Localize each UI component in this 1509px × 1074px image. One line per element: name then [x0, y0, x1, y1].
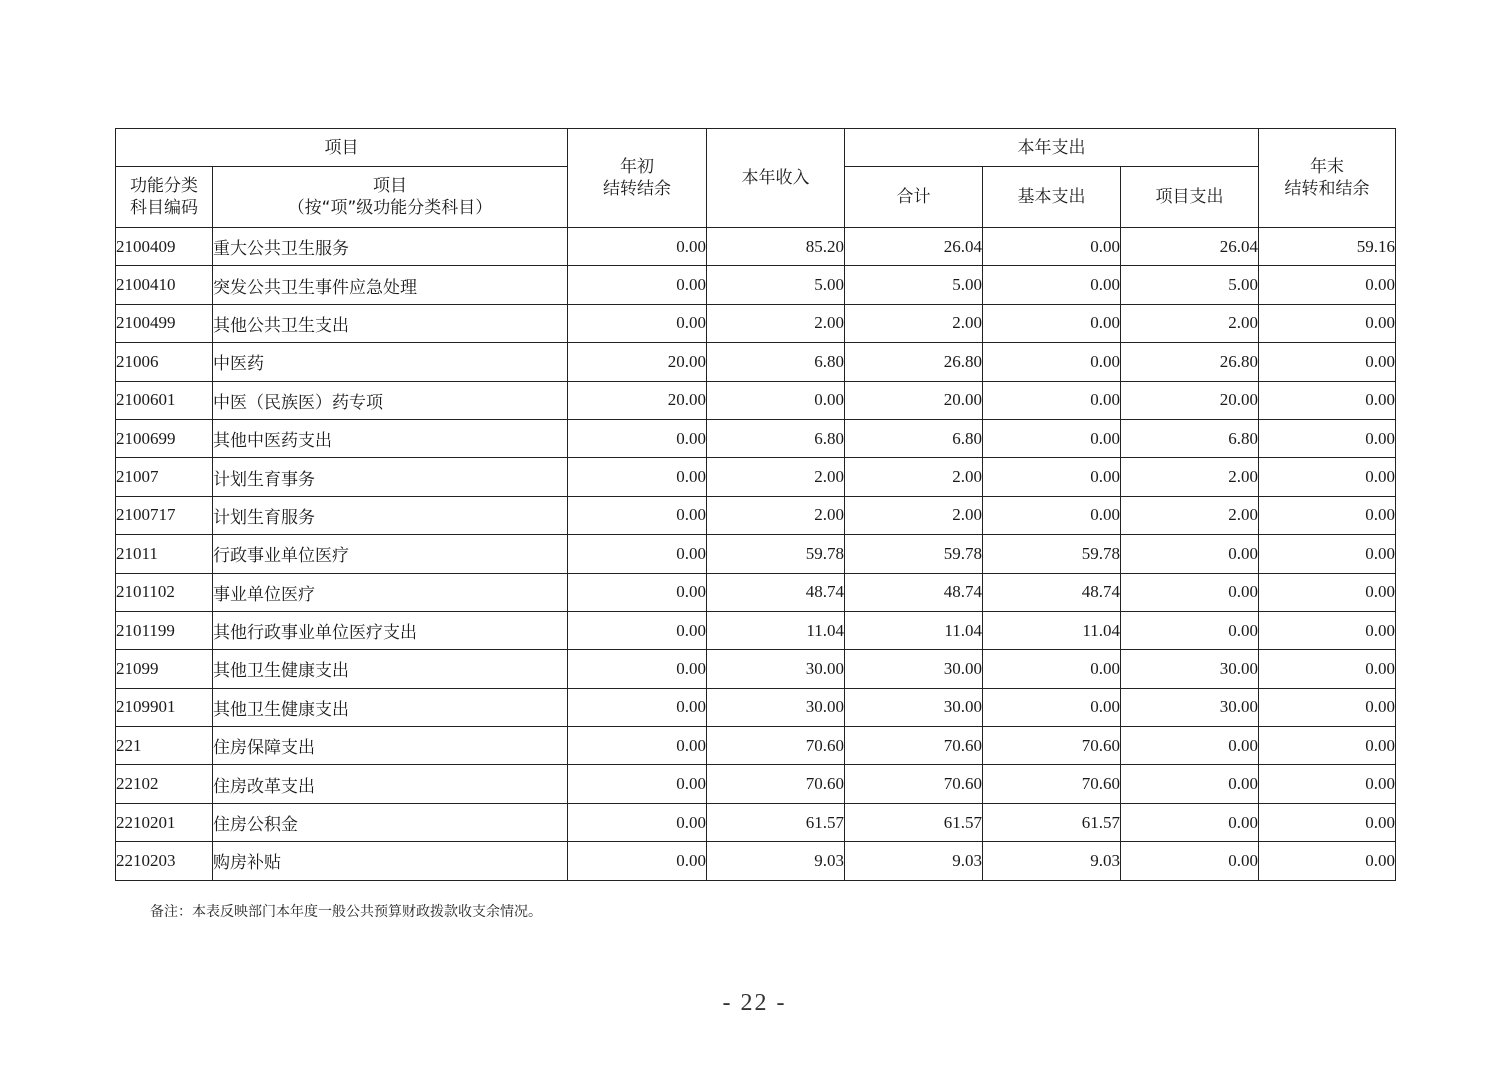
cell-income: 30.00 [707, 688, 845, 726]
budget-table [115, 128, 1396, 881]
cell-expense-total: 26.80 [845, 343, 983, 381]
table-row [116, 842, 1396, 880]
cell-income: 6.80 [707, 419, 845, 457]
cell-income: 48.74 [707, 573, 845, 611]
cell-opening-balance: 0.00 [568, 496, 707, 534]
cell-expense-total: 30.00 [845, 650, 983, 688]
cell-opening-balance: 0.00 [568, 419, 707, 457]
cell-income: 30.00 [707, 650, 845, 688]
cell-income: 2.00 [707, 496, 845, 534]
header-code-line2: 科目编码 [130, 198, 198, 218]
header-closing-balance-line1: 年末 [1310, 157, 1344, 177]
cell-income: 2.00 [707, 304, 845, 342]
cell-income: 5.00 [707, 266, 845, 304]
cell-expense-total: 26.04 [845, 228, 983, 266]
cell-closing-balance: 0.00 [1259, 611, 1396, 649]
cell-income: 59.78 [707, 535, 845, 573]
cell-name: 中医药 [213, 343, 568, 381]
cell-opening-balance: 0.00 [568, 842, 707, 880]
cell-closing-balance: 0.00 [1259, 727, 1396, 765]
cell-expense-total: 6.80 [845, 419, 983, 457]
cell-income: 70.60 [707, 727, 845, 765]
cell-expense-basic: 0.00 [983, 304, 1121, 342]
cell-code: 22102 [116, 765, 213, 803]
cell-expense-project: 26.80 [1121, 343, 1259, 381]
cell-opening-balance: 0.00 [568, 650, 707, 688]
cell-closing-balance: 0.00 [1259, 765, 1396, 803]
cell-code: 2100699 [116, 419, 213, 457]
cell-closing-balance: 0.00 [1259, 304, 1396, 342]
cell-expense-basic: 0.00 [983, 343, 1121, 381]
cell-expense-total: 61.57 [845, 803, 983, 841]
cell-code: 2210203 [116, 842, 213, 880]
cell-opening-balance: 0.00 [568, 573, 707, 611]
cell-code: 2210201 [116, 803, 213, 841]
cell-opening-balance: 20.00 [568, 381, 707, 419]
cell-expense-project: 2.00 [1121, 304, 1259, 342]
cell-opening-balance: 0.00 [568, 765, 707, 803]
cell-expense-total: 70.60 [845, 765, 983, 803]
cell-expense-total: 5.00 [845, 266, 983, 304]
cell-opening-balance: 20.00 [568, 343, 707, 381]
cell-expense-total: 30.00 [845, 688, 983, 726]
cell-opening-balance: 0.00 [568, 727, 707, 765]
header-opening-balance-line2: 结转结余 [603, 179, 671, 199]
cell-name: 重大公共卫生服务 [213, 228, 568, 266]
cell-opening-balance: 0.00 [568, 228, 707, 266]
cell-expense-project: 0.00 [1121, 611, 1259, 649]
cell-closing-balance: 0.00 [1259, 343, 1396, 381]
header-expense-project: 项目支出 [1121, 167, 1259, 228]
cell-expense-total: 20.00 [845, 381, 983, 419]
cell-income: 70.60 [707, 765, 845, 803]
cell-code: 2101199 [116, 611, 213, 649]
header-expense-basic: 基本支出 [983, 167, 1121, 228]
cell-expense-total: 59.78 [845, 535, 983, 573]
cell-expense-total: 48.74 [845, 573, 983, 611]
cell-expense-project: 2.00 [1121, 458, 1259, 496]
cell-expense-project: 30.00 [1121, 688, 1259, 726]
cell-name: 其他中医药支出 [213, 419, 568, 457]
cell-name: 其他卫生健康支出 [213, 650, 568, 688]
cell-code: 221 [116, 727, 213, 765]
table-row [116, 573, 1396, 611]
cell-code: 2109901 [116, 688, 213, 726]
cell-name: 计划生育服务 [213, 496, 568, 534]
cell-opening-balance: 0.00 [568, 611, 707, 649]
cell-name: 住房保障支出 [213, 727, 568, 765]
table-row [116, 803, 1396, 841]
table-row [116, 650, 1396, 688]
cell-expense-total: 9.03 [845, 842, 983, 880]
cell-expense-basic: 70.60 [983, 727, 1121, 765]
cell-closing-balance: 0.00 [1259, 419, 1396, 457]
cell-expense-basic: 0.00 [983, 228, 1121, 266]
cell-expense-total: 70.60 [845, 727, 983, 765]
cell-closing-balance: 0.00 [1259, 803, 1396, 841]
cell-expense-basic: 0.00 [983, 458, 1121, 496]
cell-expense-basic: 0.00 [983, 688, 1121, 726]
cell-code: 21099 [116, 650, 213, 688]
header-closing-balance [1259, 129, 1396, 228]
cell-name: 住房改革支出 [213, 765, 568, 803]
cell-expense-project: 0.00 [1121, 803, 1259, 841]
cell-expense-total: 2.00 [845, 458, 983, 496]
table-row [116, 727, 1396, 765]
table-row [116, 266, 1396, 304]
cell-closing-balance: 0.00 [1259, 842, 1396, 880]
cell-closing-balance: 0.00 [1259, 266, 1396, 304]
cell-expense-basic: 61.57 [983, 803, 1121, 841]
cell-name: 突发公共卫生事件应急处理 [213, 266, 568, 304]
cell-expense-project: 5.00 [1121, 266, 1259, 304]
cell-income: 9.03 [707, 842, 845, 880]
cell-income: 61.57 [707, 803, 845, 841]
table-row [116, 535, 1396, 573]
cell-closing-balance: 0.00 [1259, 496, 1396, 534]
cell-closing-balance: 0.00 [1259, 535, 1396, 573]
page-number: - 22 - [722, 990, 787, 1016]
cell-code: 2100410 [116, 266, 213, 304]
header-code-line1: 功能分类 [130, 176, 198, 196]
cell-opening-balance: 0.00 [568, 266, 707, 304]
cell-expense-basic: 0.00 [983, 266, 1121, 304]
cell-name: 住房公积金 [213, 803, 568, 841]
cell-code: 2101102 [116, 573, 213, 611]
cell-closing-balance: 59.16 [1259, 228, 1396, 266]
header-code [116, 167, 213, 228]
table-row [116, 765, 1396, 803]
table-row [116, 381, 1396, 419]
cell-expense-basic: 11.04 [983, 611, 1121, 649]
header-name-line2: （按“项”级功能分类科目） [287, 198, 493, 218]
cell-expense-basic: 9.03 [983, 842, 1121, 880]
table-row [116, 458, 1396, 496]
cell-closing-balance: 0.00 [1259, 458, 1396, 496]
cell-name: 其他行政事业单位医疗支出 [213, 611, 568, 649]
cell-name: 其他卫生健康支出 [213, 688, 568, 726]
cell-expense-project: 26.04 [1121, 228, 1259, 266]
cell-name: 其他公共卫生支出 [213, 304, 568, 342]
cell-closing-balance: 0.00 [1259, 688, 1396, 726]
table-row [116, 304, 1396, 342]
cell-closing-balance: 0.00 [1259, 381, 1396, 419]
table-row [116, 343, 1396, 381]
header-expense-total: 合计 [845, 167, 983, 228]
cell-income: 11.04 [707, 611, 845, 649]
cell-income: 2.00 [707, 458, 845, 496]
cell-expense-basic: 0.00 [983, 496, 1121, 534]
cell-expense-project: 2.00 [1121, 496, 1259, 534]
header-name-line1: 项目 [373, 176, 407, 196]
cell-opening-balance: 0.00 [568, 458, 707, 496]
table-row [116, 496, 1396, 534]
cell-expense-project: 0.00 [1121, 765, 1259, 803]
cell-code: 2100717 [116, 496, 213, 534]
cell-expense-project: 30.00 [1121, 650, 1259, 688]
cell-expense-basic: 59.78 [983, 535, 1121, 573]
cell-name: 购房补贴 [213, 842, 568, 880]
header-name [213, 167, 568, 228]
cell-code: 21011 [116, 535, 213, 573]
table-body [116, 228, 1396, 881]
cell-expense-project: 20.00 [1121, 381, 1259, 419]
cell-name: 行政事业单位医疗 [213, 535, 568, 573]
table-row [116, 228, 1396, 266]
header-income: 本年收入 [707, 129, 845, 228]
cell-expense-basic: 0.00 [983, 419, 1121, 457]
header-expense-group: 本年支出 [845, 129, 1259, 167]
cell-income: 85.20 [707, 228, 845, 266]
cell-code: 2100499 [116, 304, 213, 342]
header-opening-balance [568, 129, 707, 228]
cell-expense-basic: 48.74 [983, 573, 1121, 611]
table-row [116, 419, 1396, 457]
cell-income: 6.80 [707, 343, 845, 381]
cell-expense-basic: 70.60 [983, 765, 1121, 803]
cell-name: 事业单位医疗 [213, 573, 568, 611]
cell-code: 2100601 [116, 381, 213, 419]
cell-code: 2100409 [116, 228, 213, 266]
cell-opening-balance: 0.00 [568, 688, 707, 726]
table-row [116, 611, 1396, 649]
cell-expense-project: 0.00 [1121, 535, 1259, 573]
cell-closing-balance: 0.00 [1259, 573, 1396, 611]
cell-name: 中医（民族医）药专项 [213, 381, 568, 419]
header-item-group: 项目 [116, 129, 568, 167]
cell-expense-basic: 0.00 [983, 381, 1121, 419]
cell-expense-total: 11.04 [845, 611, 983, 649]
cell-expense-project: 0.00 [1121, 842, 1259, 880]
header-opening-balance-line1: 年初 [620, 157, 654, 177]
cell-expense-total: 2.00 [845, 304, 983, 342]
cell-name: 计划生育事务 [213, 458, 568, 496]
cell-expense-basic: 0.00 [983, 650, 1121, 688]
cell-opening-balance: 0.00 [568, 535, 707, 573]
cell-opening-balance: 0.00 [568, 803, 707, 841]
cell-code: 21006 [116, 343, 213, 381]
cell-income: 0.00 [707, 381, 845, 419]
cell-closing-balance: 0.00 [1259, 650, 1396, 688]
table-row [116, 688, 1396, 726]
cell-expense-project: 6.80 [1121, 419, 1259, 457]
cell-expense-project: 0.00 [1121, 727, 1259, 765]
cell-expense-project: 0.00 [1121, 573, 1259, 611]
cell-expense-total: 2.00 [845, 496, 983, 534]
cell-opening-balance: 0.00 [568, 304, 707, 342]
cell-code: 21007 [116, 458, 213, 496]
header-closing-balance-line2: 结转和结余 [1284, 179, 1370, 199]
table-note: 备注：本表反映部门本年度一般公共预算财政拨款收支余情况。 [150, 904, 542, 920]
